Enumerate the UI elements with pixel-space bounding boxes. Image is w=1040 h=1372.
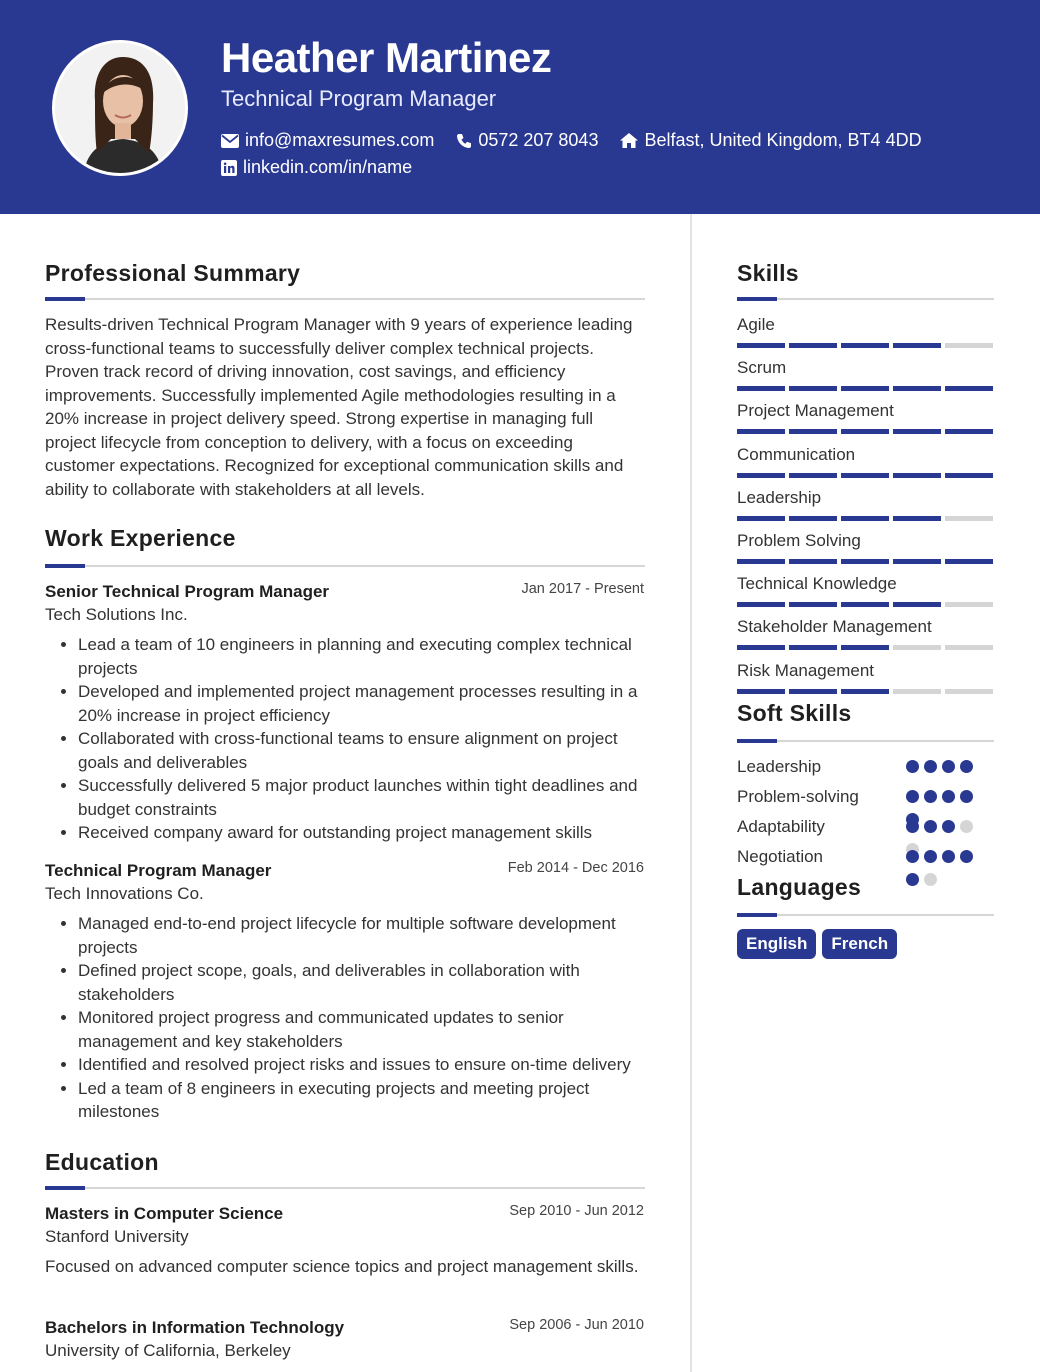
rating-dot — [942, 850, 955, 863]
skill-level-segment — [737, 516, 785, 521]
job-date: Feb 2014 - Dec 2016 — [507, 860, 644, 876]
linkedin-icon — [221, 160, 237, 176]
soft-skill-rating — [906, 850, 978, 864]
skill-level-segment — [789, 645, 837, 650]
rating-dot — [942, 760, 955, 773]
skill-name: Agile — [737, 315, 775, 334]
skill-level-segment — [737, 473, 785, 478]
skill-level-segment — [945, 689, 993, 694]
degree-title: Masters in Computer Science — [45, 1204, 284, 1223]
skill-level-bar — [737, 602, 993, 607]
list-item: • Defined project scope, goals, and deliverables in collaboration with stakeholders — [78, 959, 645, 1006]
list-item: • Identified and resolved project risks and issues to ensure on-time delivery — [78, 1053, 645, 1077]
experience-rule — [45, 565, 645, 567]
rating-dot — [906, 873, 919, 886]
phone-icon — [456, 133, 472, 149]
list-item: • Monitored project progress and communicated updates to senior management and key stakeholders — [78, 1006, 645, 1053]
skill-level-segment — [841, 386, 889, 391]
rating-dot — [942, 820, 955, 833]
skill-level-bar — [737, 559, 993, 564]
skill-level-segment — [841, 343, 889, 348]
location-contact — [620, 130, 921, 151]
candidate-role: Technical Program Manager — [221, 86, 497, 111]
skill-level-segment — [789, 473, 837, 478]
school-name: Stanford University — [45, 1227, 189, 1246]
skill-level-segment — [737, 689, 785, 694]
skill-level-bar — [737, 386, 993, 391]
skill-level-bar — [737, 343, 993, 348]
skill-level-bar — [737, 516, 993, 521]
rating-dot — [960, 820, 973, 833]
skill-name: Problem Solving — [737, 531, 861, 550]
job-bullets — [45, 633, 657, 845]
job-title: Senior Technical Program Manager — [45, 582, 330, 601]
skill-level-segment — [841, 645, 889, 650]
soft-skill-rating — [906, 760, 978, 774]
rating-dot — [924, 850, 937, 863]
skill-level-segment — [737, 559, 785, 564]
skill-level-bar — [737, 689, 993, 694]
language-badge: English — [737, 929, 816, 959]
skill-level-segment — [893, 343, 941, 348]
skill-level-segment — [945, 429, 993, 434]
skill-level-segment — [841, 516, 889, 521]
job-company: Tech Solutions Inc. — [45, 605, 188, 624]
degree-title: Bachelors in Information Technology — [45, 1318, 345, 1337]
skill-level-segment — [737, 343, 785, 348]
rating-dot — [906, 820, 919, 833]
rating-dot — [906, 850, 919, 863]
skills-heading: Skills — [737, 260, 799, 286]
summary-heading: Professional Summary — [45, 260, 301, 286]
rating-dot — [960, 850, 973, 863]
experience-heading: Work Experience — [45, 525, 236, 551]
job-company: Tech Innovations Co. — [45, 884, 204, 903]
skill-level-segment — [789, 386, 837, 391]
location-text: Belfast, United Kingdom, BT4 4DD — [644, 130, 922, 150]
soft-skill-name: Negotiation — [737, 847, 824, 866]
skill-level-segment — [893, 645, 941, 650]
soft-skill-rating — [906, 820, 978, 834]
soft-skill-name: Adaptability — [737, 817, 825, 836]
languages-heading: Languages — [737, 874, 862, 900]
skill-level-segment — [945, 645, 993, 650]
soft-skills-rule — [737, 740, 994, 742]
soft-skill-rating — [906, 790, 978, 804]
skill-level-segment — [893, 516, 941, 521]
skill-level-segment — [893, 602, 941, 607]
email-contact[interactable] — [221, 130, 434, 151]
home-icon — [620, 133, 638, 148]
skill-level-segment — [893, 689, 941, 694]
skill-level-segment — [737, 429, 785, 434]
skill-level-segment — [841, 429, 889, 434]
profile-photo — [52, 40, 188, 176]
skill-level-segment — [945, 386, 993, 391]
skills-rule — [737, 298, 994, 300]
education-date: Sep 2010 - Jun 2012 — [509, 1203, 644, 1219]
skill-level-segment — [789, 559, 837, 564]
list-item: • Successfully delivered 5 major product launches within tight deadlines and budget constraints — [78, 774, 657, 821]
skill-level-segment — [841, 559, 889, 564]
skill-level-segment — [789, 343, 837, 348]
skill-level-segment — [737, 386, 785, 391]
skill-level-bar — [737, 473, 993, 478]
skill-level-segment — [945, 343, 993, 348]
list-item: • Developed and implemented project management processes resulting in a 20% increase in project efficiency — [78, 680, 657, 727]
skill-level-segment — [893, 559, 941, 564]
skill-level-segment — [841, 602, 889, 607]
list-item: • Led a team of 8 engineers in executing projects and meeting project milestones — [78, 1077, 645, 1124]
education-heading: Education — [45, 1149, 159, 1175]
rating-dot — [960, 760, 973, 773]
skill-level-segment — [789, 602, 837, 607]
rating-dot — [942, 790, 955, 803]
skill-name: Risk Management — [737, 660, 875, 680]
phone-contact[interactable] — [456, 130, 598, 151]
skill-name: Scrum — [737, 358, 787, 378]
skill-level-segment — [945, 473, 993, 478]
list-item: • Managed end-to-end project lifecycle for multiple software development projects — [78, 912, 645, 959]
rating-dot — [906, 790, 919, 803]
languages-list — [737, 929, 897, 959]
job-date: Jan 2017 - Present — [521, 581, 644, 597]
rating-dot — [924, 790, 937, 803]
education-date: Sep 2006 - Jun 2010 — [509, 1317, 644, 1333]
rating-dot — [924, 873, 937, 886]
skill-level-segment — [789, 429, 837, 434]
skill-level-segment — [841, 473, 889, 478]
list-item: • Collaborated with cross-functional teams to ensure alignment on project goals and deliverables — [78, 727, 657, 774]
skill-level-segment — [789, 516, 837, 521]
job-bullets — [45, 912, 645, 1124]
resume-header — [0, 0, 1040, 214]
skill-level-segment — [945, 516, 993, 521]
email-text: info@maxresumes.com — [245, 130, 435, 150]
rating-dot — [924, 760, 937, 773]
skill-level-segment — [945, 602, 993, 607]
skill-level-bar — [737, 645, 993, 650]
phone-text: 0572 207 8043 — [478, 130, 599, 150]
linkedin-contact[interactable] — [221, 157, 412, 178]
education-desc: Focused on advanced computer science topics and project management skills. — [45, 1257, 639, 1276]
school-name: University of California, Berkeley — [45, 1341, 291, 1360]
skill-name: Communication — [737, 444, 856, 464]
skill-level-segment — [737, 645, 785, 650]
summary-rule — [45, 298, 645, 300]
rating-dot — [924, 820, 937, 833]
skill-level-segment — [893, 429, 941, 434]
skill-name: Leadership — [737, 487, 822, 507]
list-item: • Received company award for outstanding project management skills — [78, 821, 657, 845]
linkedin-text: linkedin.com/in/name — [243, 157, 413, 177]
skill-level-segment — [841, 689, 889, 694]
language-badge: French — [822, 929, 897, 959]
candidate-name: Heather Martinez — [221, 34, 552, 81]
skill-level-segment — [893, 473, 941, 478]
rating-dot — [906, 760, 919, 773]
contact-row-2 — [221, 157, 434, 178]
skill-name: Stakeholder Management — [737, 617, 932, 637]
rating-dot — [960, 790, 973, 803]
soft-skills-heading: Soft Skills — [737, 700, 852, 726]
soft-skill-name: Leadership — [737, 757, 822, 776]
contact-row — [221, 130, 944, 151]
list-item: • Lead a team of 10 engineers in planning and executing complex technical projects — [78, 633, 657, 680]
soft-skill-name: Problem-solving — [737, 787, 859, 806]
skill-name: Project Management — [737, 401, 894, 421]
column-divider — [690, 214, 692, 1372]
profile-photo-icon — [55, 43, 188, 176]
skill-level-segment — [893, 386, 941, 391]
education-rule — [45, 1187, 645, 1189]
summary-text: Results-driven Technical Program Manager with 9 years of experience leading cross-functional teams to successfully deliver complex technical projects. Proven track record of driving innovation, cost savings, and efficiency improvements. Successfully implemented Agile methodologies resulting in a 20% increase in project delivery speed. Strong expertise in managing full project lifecycle from conception to delivery, with a focus on exceeding customer expectations. Recognized for exceptional communication skills and ability to collaborate with stakeholders at all levels. — [45, 315, 633, 499]
skill-level-bar — [737, 429, 993, 434]
skill-name: Technical Knowledge — [737, 574, 897, 594]
job-title: Technical Program Manager — [45, 861, 272, 880]
envelope-icon — [221, 134, 239, 148]
languages-rule — [737, 914, 994, 916]
skill-level-segment — [945, 559, 993, 564]
skill-level-segment — [789, 689, 837, 694]
skill-level-segment — [737, 602, 785, 607]
